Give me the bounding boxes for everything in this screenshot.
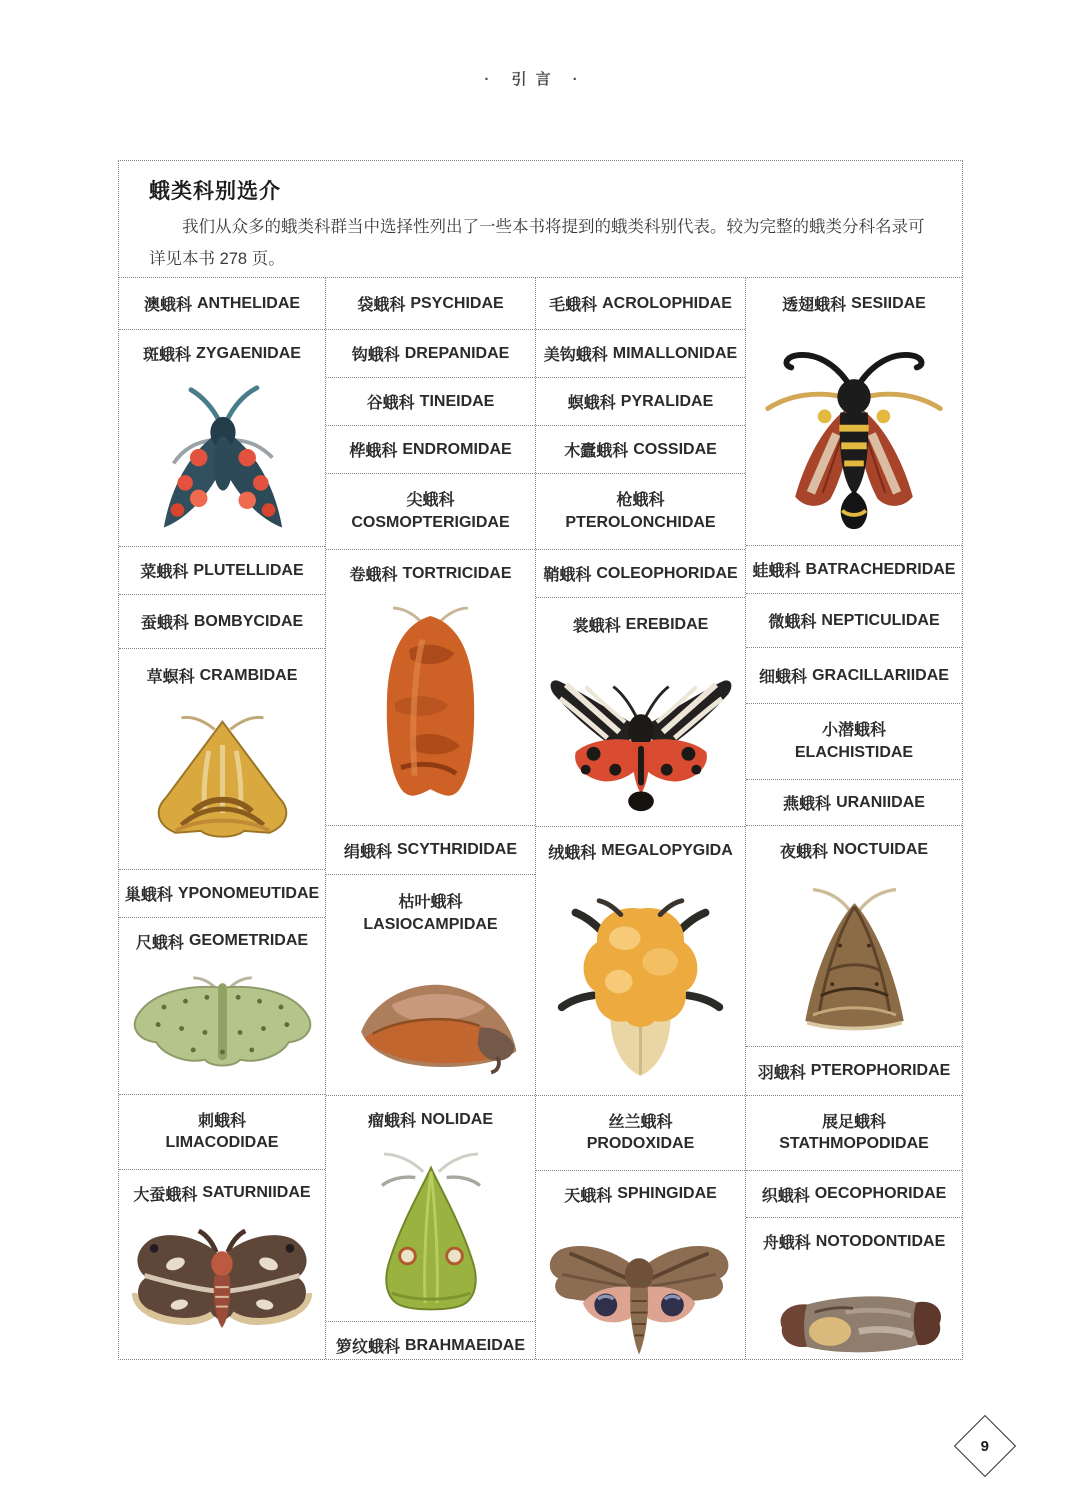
family-name-latin: DREPANIDAE xyxy=(404,344,510,362)
family-label xyxy=(326,426,535,473)
family-label xyxy=(326,278,535,329)
family-name-zh: 透翅蛾科 xyxy=(782,297,847,314)
family-label xyxy=(746,648,962,703)
family-name-zh: 菜蛾科 xyxy=(140,564,189,581)
family-name-latin: SPHINGIDAE xyxy=(617,1185,717,1202)
family-name-zh: 尖蛾科 xyxy=(406,492,455,510)
family-name-latin: MEGALOPYGIDA xyxy=(601,842,733,859)
family-name-zh: 美钩蛾科 xyxy=(543,347,608,364)
family-cell-notodontidae xyxy=(746,1218,962,1370)
sesiidae-moth-photo xyxy=(746,329,962,545)
family-name-zh: 鞘蛾科 xyxy=(543,567,592,584)
family-name-latin: ANTHELIDAE xyxy=(196,294,301,312)
family-name-zh: 巢蛾科 xyxy=(124,887,173,904)
family-label xyxy=(119,1095,325,1169)
family-cell-saturniidae xyxy=(119,1170,325,1368)
family-name-zh: 蚕蛾科 xyxy=(140,615,189,632)
family-label xyxy=(536,330,745,377)
family-name-zh: 羽蛾科 xyxy=(757,1064,806,1082)
panel-intro-text: 我们从众多的蛾类科群当中选择性列出了一些本书将提到的蛾类科别代表。较为完整的蛾类分科名录可详见本书 278 页。 xyxy=(149,218,925,269)
family-name-latin: EREBIDAE xyxy=(625,615,709,633)
family-label xyxy=(119,330,325,377)
family-label xyxy=(746,1047,962,1095)
family-cell-nepticulidae xyxy=(746,594,962,648)
family-name-zh: 绢蛾科 xyxy=(343,843,392,861)
family-name-zh: 大蚕蛾科 xyxy=(133,1186,198,1204)
family-name-zh: 天蛾科 xyxy=(564,1187,613,1205)
family-cell-crambidae xyxy=(119,649,325,870)
family-cell-prodoxidae xyxy=(536,1096,745,1171)
zygaenidae-moth-photo xyxy=(119,377,325,546)
family-label xyxy=(536,827,745,875)
family-cell-tineidae xyxy=(326,378,535,426)
family-label xyxy=(119,547,325,594)
family-name-zh: 卷蛾科 xyxy=(349,567,398,584)
family-cell-batrachedridae xyxy=(746,546,962,594)
family-name-latin: SCYTHRIDIDAE xyxy=(397,841,518,858)
family-name-latin: CRAMBIDAE xyxy=(199,666,298,684)
family-cell-uraniidae xyxy=(746,780,962,826)
family-name-latin: ZYGAENIDAE xyxy=(196,344,301,362)
family-cell-scythrididae xyxy=(326,826,535,875)
family-label xyxy=(746,278,962,329)
family-label xyxy=(746,546,962,593)
family-column-3 xyxy=(536,278,746,1359)
family-name-latin: BOMBYCIDAE xyxy=(193,612,304,630)
family-name-latin: MIMALLONIDAE xyxy=(612,344,738,362)
family-cell-psychidae xyxy=(326,278,535,330)
family-cell-pyralidae xyxy=(536,378,745,426)
family-cell-limacodidae xyxy=(119,1095,325,1170)
family-name-latin: YPONOMEUTIDAE xyxy=(177,884,320,902)
family-label xyxy=(326,474,535,549)
family-name-zh: 瘤蛾科 xyxy=(367,1113,416,1130)
family-name-zh: 绒蛾科 xyxy=(548,844,597,862)
family-cell-yponomeutidae xyxy=(119,870,325,918)
saturniidae-moth-photo xyxy=(119,1216,325,1368)
family-name-zh: 枯叶蛾科 xyxy=(398,894,463,912)
family-cell-noctuidae xyxy=(746,826,962,1047)
family-cell-tortricidae xyxy=(326,550,535,826)
family-name-latin: SESIIDAE xyxy=(851,294,926,312)
family-label xyxy=(536,426,745,473)
family-cell-pterophoridae xyxy=(746,1047,962,1096)
page-number: 9 xyxy=(980,1437,990,1455)
family-name-latin: NEPTICULIDAE xyxy=(821,611,940,629)
erebidae-moth-photo xyxy=(536,651,745,826)
crambidae-moth-photo xyxy=(119,702,325,869)
panel-title: 蛾类科别选介 xyxy=(149,179,281,203)
family-name-zh: 木蠹蛾科 xyxy=(564,443,629,460)
family-name-latin: GRACILLARIIDAE xyxy=(812,666,949,684)
family-name-latin: OECOPHORIDAE xyxy=(814,1185,947,1202)
family-column-2 xyxy=(326,278,536,1359)
family-name-zh: 夜蛾科 xyxy=(779,843,828,861)
family-cell-erebidae xyxy=(536,598,745,827)
family-label xyxy=(746,704,962,779)
family-label xyxy=(536,1171,745,1217)
family-label xyxy=(536,598,745,651)
family-cell-cossidae xyxy=(536,426,745,474)
family-cell-plutellidae xyxy=(119,547,325,595)
family-cell-endromidae xyxy=(326,426,535,474)
family-label xyxy=(119,1170,325,1216)
family-name-zh: 草螟科 xyxy=(146,669,195,686)
family-label xyxy=(119,649,325,702)
family-cell-drepanidae xyxy=(326,330,535,378)
family-name-latin: PSYCHIDAE xyxy=(410,294,504,312)
family-table xyxy=(119,278,962,1359)
family-cell-sesiidae xyxy=(746,278,962,546)
family-name-latin: BATRACHEDRIDAE xyxy=(805,560,956,578)
family-label xyxy=(536,378,745,425)
family-name-latin: NOTODONTIDAE xyxy=(815,1232,946,1250)
family-name-zh: 袋蛾科 xyxy=(357,297,406,314)
family-name-latin: GEOMETRIDAE xyxy=(188,932,309,949)
family-cell-pterolonchidae xyxy=(536,474,745,550)
family-label xyxy=(326,330,535,377)
family-cell-nolidae xyxy=(326,1096,535,1322)
family-name-zh: 丝兰蛾科 xyxy=(608,1113,673,1131)
family-name-latin: PTEROLONCHIDAE xyxy=(565,513,716,531)
family-name-zh: 毛蛾科 xyxy=(549,297,598,314)
family-label xyxy=(536,550,745,597)
family-name-latin: LIMACODIDAE xyxy=(165,1134,279,1151)
family-label xyxy=(536,1096,745,1170)
family-cell-acrolophidae xyxy=(536,278,745,330)
geometridae-moth-photo xyxy=(119,964,325,1094)
family-name-zh: 桦蛾科 xyxy=(349,443,398,460)
family-label xyxy=(326,826,535,874)
family-name-zh: 枪蛾科 xyxy=(616,492,665,510)
family-label xyxy=(746,1096,962,1170)
family-name-zh: 舟蛾科 xyxy=(762,1235,811,1252)
family-cell-cosmopterigidae xyxy=(326,474,535,550)
family-cell-oecophoridae xyxy=(746,1171,962,1218)
family-cell-coleophoridae xyxy=(536,550,745,598)
family-label xyxy=(326,875,535,952)
family-name-latin: NOCTUIDAE xyxy=(832,841,929,858)
sphingidae-moth-photo xyxy=(536,1217,745,1369)
family-name-zh: 小潜蛾科 xyxy=(821,722,886,740)
family-name-latin: TORTRICIDAE xyxy=(402,564,512,582)
family-cell-megalopygida xyxy=(536,827,745,1096)
family-name-zh: 燕蛾科 xyxy=(783,796,832,813)
family-cell-anthelidae xyxy=(119,278,325,330)
family-name-zh: 螟蛾科 xyxy=(567,395,616,412)
family-name-latin: NOLIDAE xyxy=(421,1110,493,1128)
family-name-latin: COSMOPTERIGIDAE xyxy=(351,513,510,531)
family-label xyxy=(119,278,325,329)
family-name-zh: 蛙蛾科 xyxy=(752,563,801,580)
intro-section xyxy=(119,161,962,278)
family-cell-mimallonidae xyxy=(536,330,745,378)
family-label xyxy=(326,1096,535,1143)
family-cell-sphingidae xyxy=(536,1171,745,1369)
family-name-zh: 斑蛾科 xyxy=(143,347,192,364)
family-name-zh: 钩蛾科 xyxy=(351,347,400,364)
family-name-zh: 箩纹蛾科 xyxy=(335,1339,400,1356)
family-label xyxy=(326,378,535,425)
family-label xyxy=(119,870,325,917)
family-label xyxy=(746,594,962,647)
family-name-zh: 裳蛾科 xyxy=(572,618,621,635)
family-name-latin: ENDROMIDAE xyxy=(402,440,512,458)
family-cell-lasiocampidae xyxy=(326,875,535,1096)
family-label xyxy=(119,918,325,964)
family-cell-brahmaeidae xyxy=(326,1322,535,1369)
family-name-zh: 澳蛾科 xyxy=(143,297,192,314)
family-name-latin: COSSIDAE xyxy=(633,440,717,458)
family-name-latin: TINEIDAE xyxy=(419,392,495,410)
family-cell-zygaenidae xyxy=(119,330,325,547)
family-cell-geometridae xyxy=(119,918,325,1095)
family-column-1 xyxy=(119,278,326,1359)
family-name-latin: SATURNIIDAE xyxy=(202,1184,311,1201)
family-name-zh: 谷蛾科 xyxy=(366,395,415,412)
family-name-latin: STATHMOPODIDAE xyxy=(779,1135,929,1152)
family-name-zh: 织蛾科 xyxy=(761,1187,810,1205)
family-label xyxy=(326,550,535,597)
nolidae-moth-photo xyxy=(326,1143,535,1321)
family-name-zh: 微蛾科 xyxy=(768,614,817,631)
family-name-latin: COLEOPHORIDAE xyxy=(596,564,738,582)
megalopygida-moth-photo xyxy=(536,875,745,1095)
family-name-latin: LASIOCAMPIDAE xyxy=(363,915,498,933)
family-name-latin: PRODOXIDAE xyxy=(586,1135,695,1152)
family-name-latin: ACROLOPHIDAE xyxy=(602,294,732,312)
family-name-zh: 刺蛾科 xyxy=(197,1112,246,1130)
family-name-latin: PYRALIDAE xyxy=(620,392,714,410)
family-cell-gracillariidae xyxy=(746,648,962,704)
family-label xyxy=(746,1218,962,1265)
family-label xyxy=(326,1322,535,1369)
family-label xyxy=(746,780,962,825)
family-label xyxy=(746,826,962,874)
family-name-zh: 细蛾科 xyxy=(759,669,808,686)
family-name-latin: URANIIDAE xyxy=(836,793,925,811)
family-column-4 xyxy=(746,278,962,1359)
page-header: · 引言 · xyxy=(484,71,587,88)
moth-family-panel xyxy=(118,160,963,1360)
family-label xyxy=(536,474,745,549)
family-name-latin: PLUTELLIDAE xyxy=(193,561,304,579)
family-name-latin: ELACHISTIDAE xyxy=(794,743,914,761)
lasiocampidae-moth-photo xyxy=(326,952,535,1095)
noctuidae-moth-photo xyxy=(746,874,962,1046)
family-cell-bombycidae xyxy=(119,595,325,649)
family-label xyxy=(119,595,325,648)
family-cell-stathmopodidae xyxy=(746,1096,962,1171)
page-number-badge xyxy=(954,1415,1016,1477)
family-name-zh: 尺蛾科 xyxy=(135,934,184,952)
family-label xyxy=(536,278,745,329)
notodontidae-moth-photo xyxy=(746,1265,962,1370)
family-name-zh: 展足蛾科 xyxy=(821,1113,886,1131)
family-label xyxy=(746,1171,962,1217)
tortricidae-moth-photo xyxy=(326,597,535,825)
family-name-latin: BRAHMAEIDAE xyxy=(405,1336,525,1354)
family-cell-elachistidae xyxy=(746,704,962,780)
family-name-latin: PTEROPHORIDAE xyxy=(810,1062,951,1079)
